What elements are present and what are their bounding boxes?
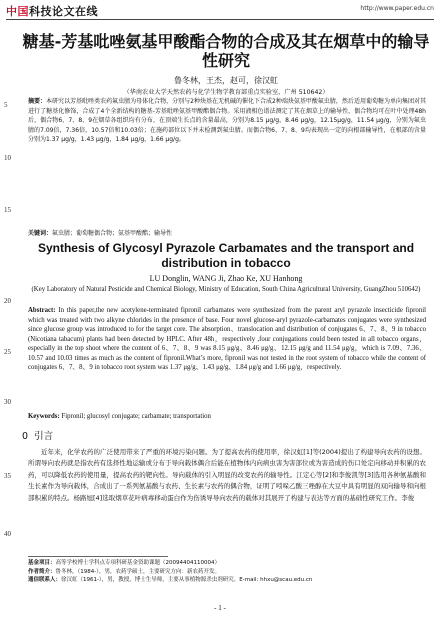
line-number: 5 [4,101,8,109]
footnote-author-bio [28,568,426,577]
line-number: 40 [4,530,11,538]
chinese-keywords-label: 关键词： [28,230,53,237]
logo-black-text: 科技论文在线 [29,5,98,18]
footnotes [28,559,426,585]
english-authors: LU Donglin, WANG Ji, Zhao Ke, XU Hanhong [149,274,303,283]
chinese-affiliation: （华南农业大学天然农药与化学生物学教育部重点实验室，广州 510642） [123,89,329,96]
english-keywords-text: Fipronil; glucosyl conjugate; carbamate; transportation [59,413,211,420]
page-header [6,3,434,19]
line-number: 35 [4,472,11,480]
footnote-text: 鲁冬林，（1984-），男，农药学硕士，主要研究方向：新农药开发。 [55,568,220,575]
section-number: 0 [22,431,29,442]
section-title: 引言 [34,431,54,442]
footnote-text: 高等学校博士学科点专项科研基金资助课题（20094404110004） [55,560,221,566]
introduction-text: 近年来，化学农药的广泛使用带来了严重的环境污染问题。为了提高农药的使用率，徐汉虹[1]等(2004)提出了构建导向农药的设想。所谓导向农药就是指农药有选择性地运输或分布于导向载体偶合后能在植物体内向病虫害为害部位或为害造成的伤口处定向移动并积累的农药，可以降低农药的使用量，提高农药的靶向性。导向载体的引入明显的改变农药的输导性。江定心等[2]和李俊凯等[3]选用各种氨基酸和生长素作为导向载体，合成出了一系列氨基酸与农药、生长素与农药的偶合物，证明了吲哚乙酸三唑醇在大豆中具有明显的双向输导和向根部积累的特点。杨路旭[4]选取烟草花叶病毒移动蛋白作为伤诱导导向农药的载体对其展开了构建与表达等方面的基础性研究工作。李俊 [28,448,426,502]
english-abstract [28,306,426,373]
english-abstract-label: Abstract: [28,307,56,314]
footnote-label: 作者简介： [28,568,56,575]
line-number: 20 [4,297,11,305]
chinese-keywords [28,228,426,237]
footnote-label: 基金项目： [28,560,56,566]
chinese-abstract [28,97,426,145]
chinese-title: 糖基-芳基吡唑氨基甲酸酯合物的合成及其在烟草中的输导性研究 [22,32,430,70]
page-number: - 1 - [214,604,226,612]
header-rule [6,19,434,20]
english-keywords-label: Keywords: [28,413,60,420]
english-title: Synthesis of Glycosyl Pyrazole Carbamates and the transport and distribution in tobacco [37,241,415,270]
english-affiliation: (Key Laboratory of Natural Pesticide and Chemical Biology, Ministry of Education, South China Agricultural University, GuangZhou 510642) [31,286,421,293]
footnote-rule [28,556,168,557]
english-keywords [28,413,426,420]
site-logo[interactable] [6,3,98,19]
chinese-abstract-label: 摘要： [28,98,47,105]
line-number: 10 [4,154,11,162]
english-abstract-text: In this paper,the new acetylene-terminated fipronil carbamates were synthesized from the parent aryl pyrazole insecticide fipronil which was treated with two alkyne chlorides in the presence of base. Four novel glucose-aryl pyrazole-carbamates conjugates were synthesized since glucose group was introduced to for the target core. The absorption、translocation and distribution of conjugates 6、7、8、9 in tobacco (Nicotiana tabacum) plants had been detected by HPLC. After 48h，respectively ,four conjugations could been tested in all tobacco organs，especially in the top shoot where the content of 6、7、8、9 was 8.15 μg/g、8.46 μg/g、12.15 μg/g and 11.54 μg/g，which is 7.09、7.36、10.57 and 10.03 times as much as the content of fipronil.What’s more, fipronil was not tested in the root system of tobacco while the content of conjugates 6、7、8、9 in tobacco root system was 1.37 μg/g、1.43 μg/g、1.84 μg/g and 1.66 μg/g，respectively. [28,307,426,371]
line-number: 25 [4,348,11,356]
footnote-funding [28,559,426,568]
chinese-authors: 鲁冬林，王杰，赵可，徐汉虹 [174,76,278,85]
chinese-abstract-text: 本研究以芳基吡唑类农药氟虫腈为母体化合物，分别与2种炔基在无机碱的催化下合成2种端炔氨基甲酸氟虫腈，然后适用葡萄糖为单向集团对其进行了糖基化修饰，合成了4个全新结构的糖基-芳基吡唑氨基甲酸酯偶合物。采用液相色谱法测定了其在烟草上的输导性，偶合物均可在叶中处理48h后，偶合物6、7、8、9在烟草各组织均有分布，在顶端生长点的含量最高，分别为8.15 μg/g，8.46 μg/g，12.15μg/g，11.54 μg/g，分别为氟虫腈的7.09倍，7.36倍，10.57倍和10.03倍；在施药部位以下并未检测到氟虫腈。而偶合物6、7、8、9均表现出一定的向根部输导性，在根部的含量分别为1.37 μg/g，1.43 μg/g，1.84 μg/g，1.66 μg/g。 [28,98,426,144]
line-number: 30 [4,398,11,406]
footnote-text: 徐汉虹（1961-），男，教授，博士生导师，主要从事植物源杀虫剂研究。E-mail: hhxu@scau.edu.cn [61,577,313,584]
line-number: 15 [4,206,11,214]
logo-red-text: 中国 [6,5,29,18]
site-url[interactable]: http://www.paper.edu.cn [360,5,434,12]
chinese-keywords-text: 氟虫腈；葡萄糖偶合物；氨基甲酸酯；输导性 [52,230,173,237]
section-heading [22,428,53,442]
footnote-contact [28,576,426,585]
footnote-label: 通信联系人： [28,577,62,584]
